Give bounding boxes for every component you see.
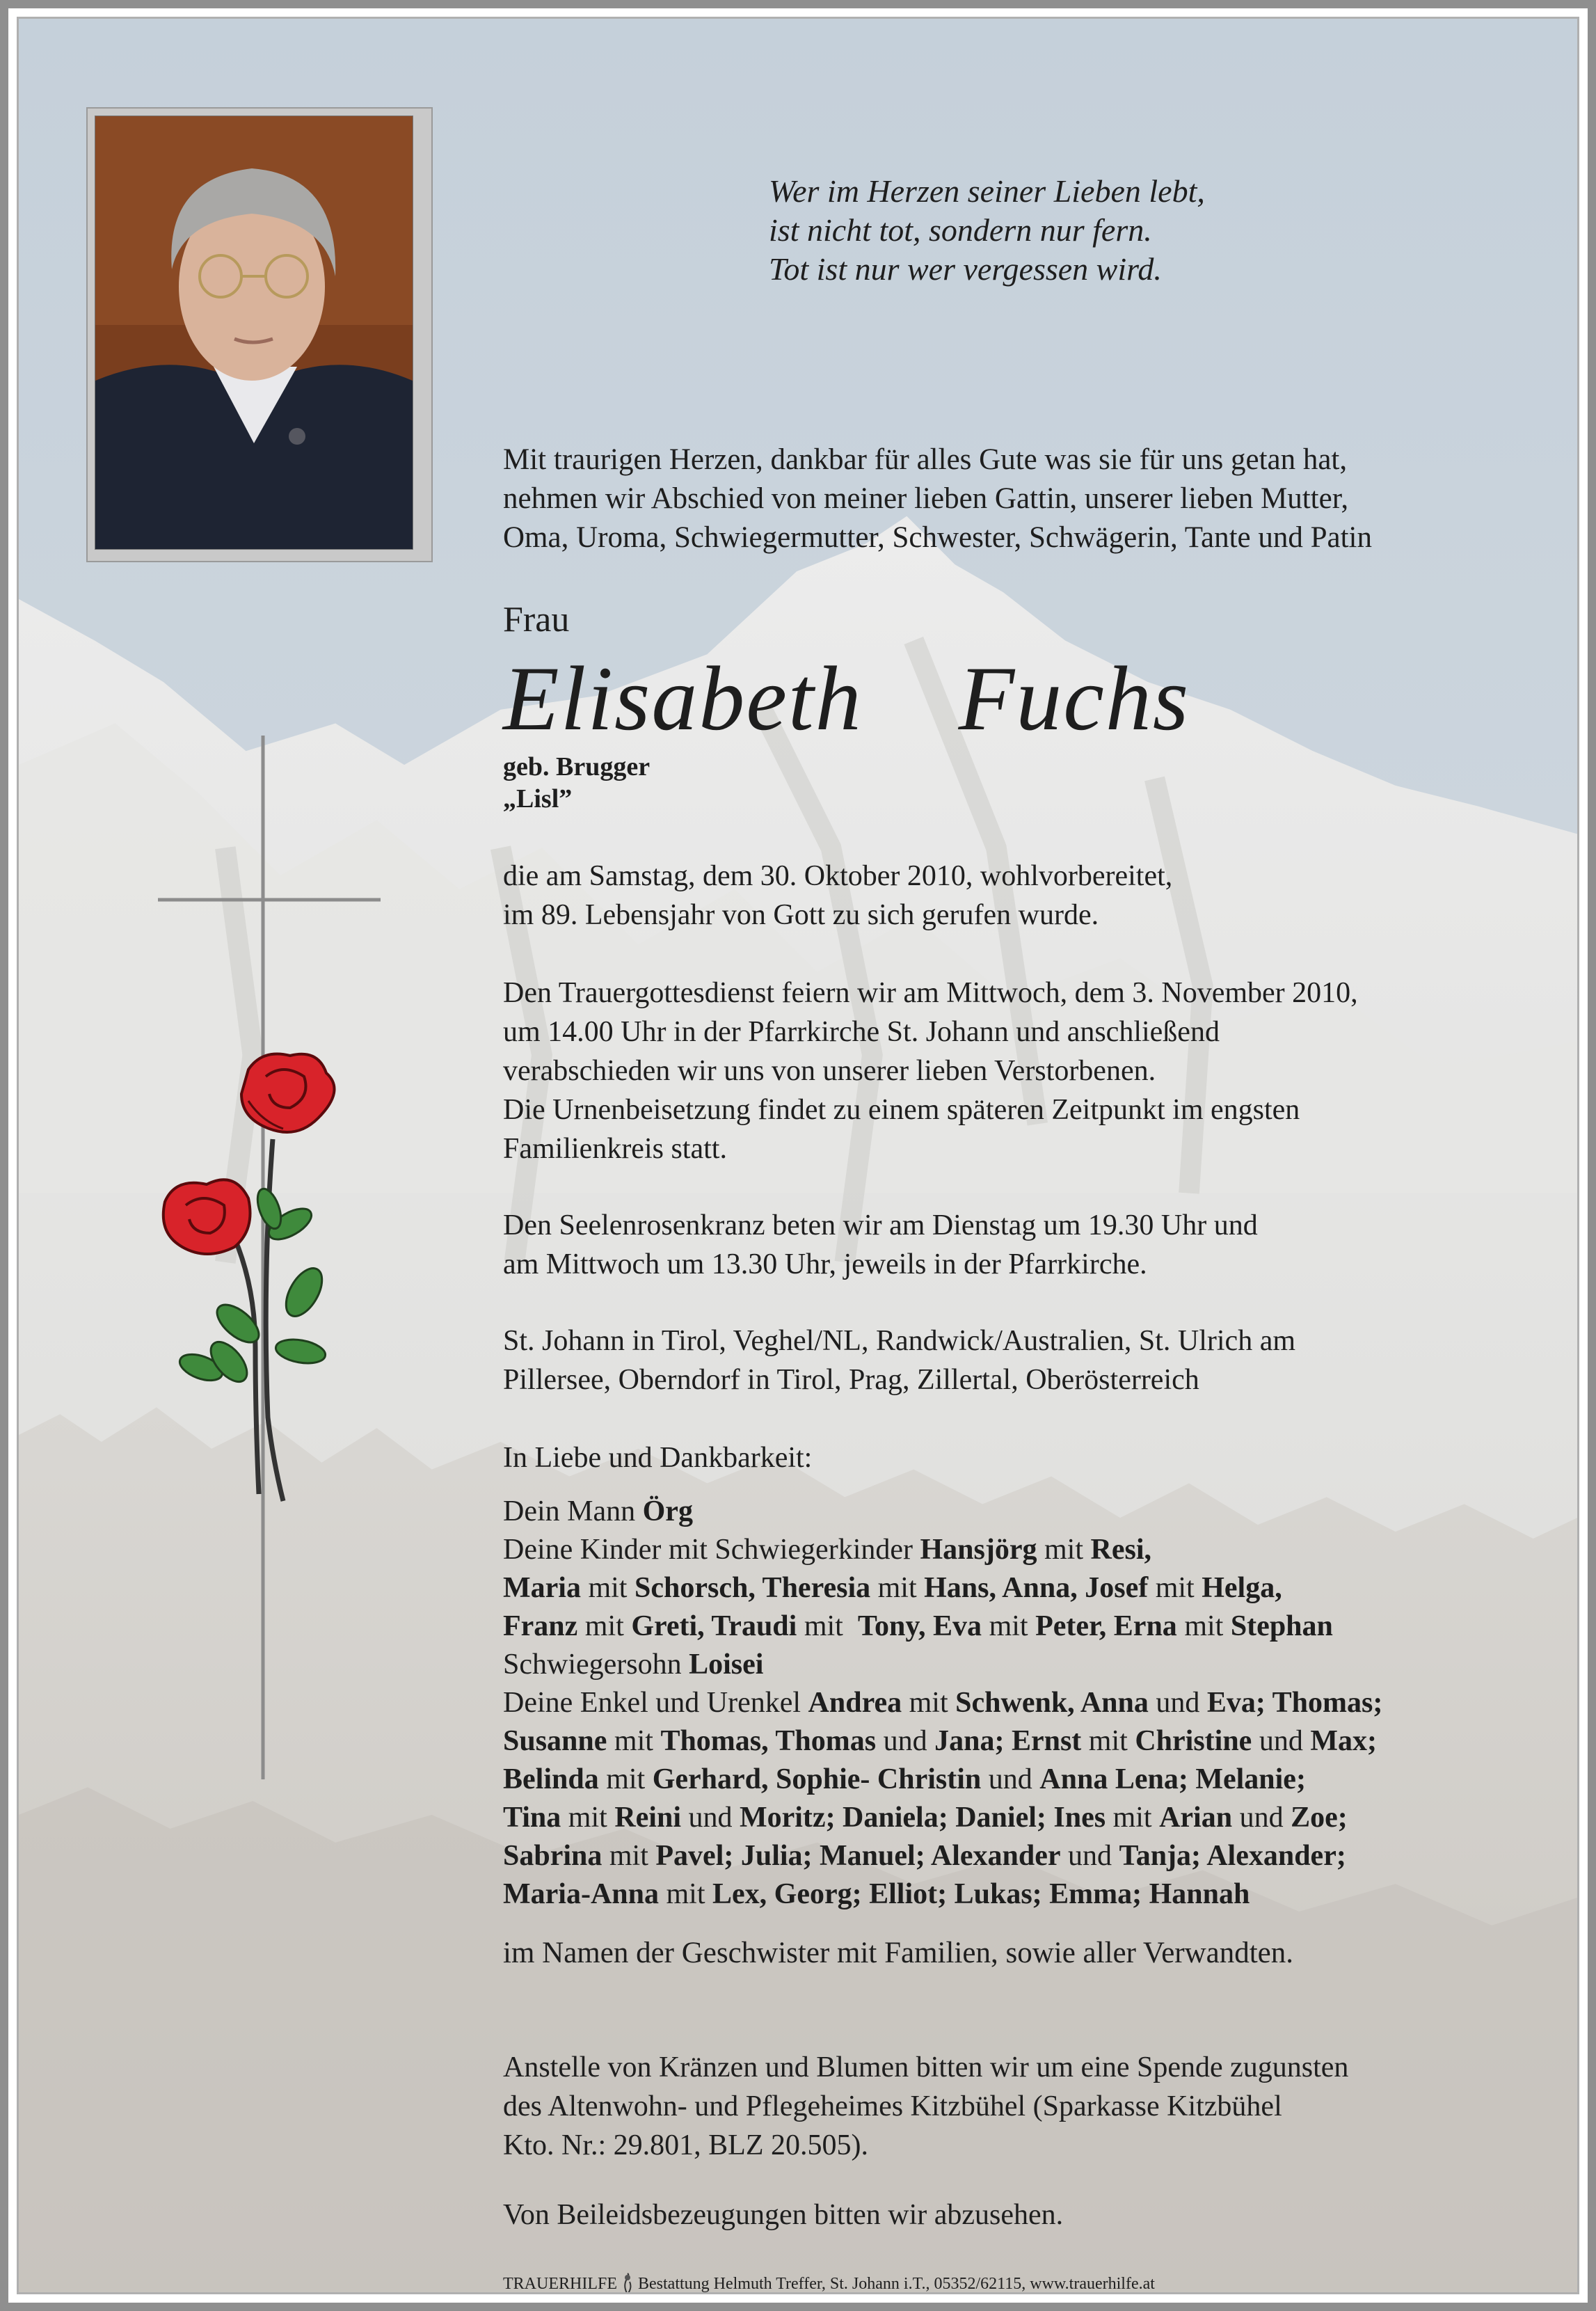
places-list	[503, 1321, 1295, 1399]
motto-line: Wer im Herzen seiner Lieben lebt,	[769, 173, 1205, 209]
motto-line: Tot ist nur wer vergessen wird.	[769, 251, 1162, 287]
footer	[503, 2272, 1155, 2294]
family-connector: und	[1148, 1687, 1207, 1719]
family-member-name: Pavel; Julia; Manuel; Alexander	[655, 1840, 1061, 1872]
rosary-line: Den Seelenrosenkranz beten wir am Dienstag um 19.30 Uhr und	[503, 1209, 1258, 1241]
family-connector: mit	[1081, 1725, 1135, 1757]
nickname: „Lisl”	[503, 784, 573, 813]
family-connector: mit	[602, 1840, 656, 1872]
family-member-name: Hansjörg	[920, 1534, 1037, 1566]
trauerhilfe-logo-icon	[620, 2272, 635, 2294]
family-line	[503, 1646, 1382, 1684]
family-member-name: Tanja; Alexander;	[1119, 1840, 1346, 1872]
funeral-line: um 14.00 Uhr in der Pfarrkirche St. Johann und anschließend	[503, 1016, 1220, 1048]
birth-name-block	[503, 751, 650, 815]
red-rose-icon	[241, 1054, 335, 1133]
family-connector: Dein Mann	[503, 1495, 643, 1527]
family-connector: mit	[1037, 1534, 1091, 1566]
family-member-name: Loisei	[689, 1649, 764, 1681]
family-connector: mit	[1106, 1802, 1160, 1834]
family-line	[503, 1799, 1382, 1837]
family-member-name: Anna Lena; Melanie;	[1039, 1763, 1306, 1795]
family-connector: mit	[1176, 1610, 1231, 1642]
family-member-name: Max;	[1310, 1725, 1377, 1757]
donation-request	[503, 2048, 1348, 2165]
family-connector: mit	[598, 1763, 653, 1795]
donation-line: Anstelle von Kränzen und Blumen bitten wir um eine Spende zugunsten	[503, 2051, 1349, 2083]
family-member-name: Sabrina	[503, 1840, 603, 1872]
family-member-name: Greti, Traudi	[631, 1610, 797, 1642]
family-member-name: Christine	[1135, 1725, 1252, 1757]
family-line	[503, 1875, 1382, 1914]
family-connector: mit	[1148, 1572, 1202, 1604]
intro-line: nehmen wir Abschied von meiner lieben Gattin, unserer lieben Mutter,	[503, 482, 1349, 515]
footer-brand: TRAUERHILFE	[503, 2274, 617, 2293]
family-member-name: Gerhard, Sophie- Christin	[652, 1763, 982, 1795]
red-rose-icon	[163, 1180, 250, 1254]
death-notice	[503, 857, 1172, 935]
death-line: die am Samstag, dem 30. Oktober 2010, wohlvorbereitet,	[503, 860, 1173, 892]
funeral-line: Die Urnenbeisetzung findet zu einem späteren Zeitpunkt im engsten	[503, 1094, 1300, 1126]
family-connector: mit	[577, 1610, 632, 1642]
intro-text	[503, 440, 1372, 557]
funeral-line: Den Trauergottesdienst feiern wir am Mittwoch, dem 3. November 2010,	[503, 977, 1358, 1009]
family-connector: Schwiegersohn	[503, 1649, 689, 1681]
family-member-name: Andrea	[808, 1687, 902, 1719]
intro-line: Mit traurigen Herzen, dankbar für alles Gute was sie für uns getan hat,	[503, 443, 1348, 476]
family-connector: mit	[870, 1572, 925, 1604]
birth-name: geb. Brugger	[503, 752, 651, 781]
funeral-line: verabschieden wir uns von unserer lieben Verstorbenen.	[503, 1055, 1156, 1087]
family-connector: und	[680, 1802, 740, 1834]
family-member-name: Örg	[642, 1495, 693, 1527]
inner-border	[17, 17, 1579, 2294]
rosary-line: am Mittwoch um 13.30 Uhr, jeweils in der Pfarrkirche.	[503, 1248, 1147, 1280]
family-connector: mit	[607, 1725, 661, 1757]
family-line	[503, 1684, 1382, 1722]
family-member-name: Hans, Anna, Josef	[924, 1572, 1149, 1604]
salutation: Frau	[503, 600, 570, 640]
donation-line: Kto. Nr.: 29.801, BLZ 20.505).	[503, 2129, 868, 2161]
donation-line: des Altenwohn- und Pflegeheimes Kitzbühel (Sparkasse Kitzbühel	[503, 2090, 1282, 2122]
family-line	[503, 1493, 1382, 1531]
family-member-name: Helga,	[1202, 1572, 1282, 1604]
motto-verse	[769, 172, 1205, 289]
family-member-name: Reini	[614, 1802, 681, 1834]
family-connector: Deine Kinder mit Schwiegerkinder	[503, 1534, 920, 1566]
funeral-details	[503, 974, 1358, 1168]
family-member-name: Maria-Anna	[503, 1878, 659, 1910]
family-member-name: Schorsch, Theresia	[634, 1572, 871, 1604]
family-member-name: Schwenk, Anna	[955, 1687, 1149, 1719]
family-connector: mit	[659, 1878, 713, 1910]
family-member-name: Franz	[503, 1610, 578, 1642]
family-member-name: Moritz; Daniela; Daniel; Ines	[739, 1802, 1106, 1834]
family-line	[503, 1722, 1382, 1761]
places-line: Pillersee, Oberndorf in Tirol, Prag, Zillertal, Oberösterreich	[503, 1364, 1199, 1396]
family-member-name: Jana; Ernst	[934, 1725, 1082, 1757]
places-line: St. Johann in Tirol, Veghel/NL, Randwick/Australien, St. Ulrich am	[503, 1325, 1296, 1357]
family-member-name: Resi,	[1090, 1534, 1151, 1566]
family-line	[503, 1607, 1382, 1646]
family-member-name: Zoe;	[1291, 1802, 1348, 1834]
family-member-name: Thomas, Thomas	[660, 1725, 877, 1757]
family-connector: und	[1232, 1802, 1291, 1834]
family-member-name: Arian	[1159, 1802, 1233, 1834]
family-member-name: Peter, Erna	[1035, 1610, 1177, 1642]
family-list	[503, 1493, 1382, 1914]
love-heading: In Liebe und Dankbarkeit:	[503, 1442, 813, 1474]
family-member-name: Eva; Thomas;	[1206, 1687, 1383, 1719]
footer-text: Bestattung Helmuth Treffer, St. Johann i.T., 05352/62115, www.trauerhilfe.at	[638, 2274, 1155, 2293]
funeral-line: Familienkreis statt.	[503, 1133, 727, 1165]
cross-with-roses	[144, 722, 408, 1786]
family-connector: und	[876, 1725, 935, 1757]
family-member-name: Maria	[503, 1572, 581, 1604]
family-line	[503, 1569, 1382, 1607]
family-line	[503, 1531, 1382, 1569]
family-connector: mit	[580, 1572, 635, 1604]
family-line	[503, 1761, 1382, 1799]
family-member-name: Stephan	[1230, 1610, 1333, 1642]
family-connector: und	[1060, 1840, 1119, 1872]
family-connector: mit	[561, 1802, 615, 1834]
family-member-name: Tina	[503, 1802, 561, 1834]
family-connector: und	[1252, 1725, 1311, 1757]
rosary-details	[503, 1206, 1258, 1284]
siblings-line: im Namen der Geschwister mit Familien, sowie aller Verwandten.	[503, 1937, 1294, 1969]
family-line	[503, 1837, 1382, 1875]
family-member-name: Lex, Georg; Elliot; Lukas; Emma; Hannah	[712, 1878, 1250, 1910]
family-connector: Deine Enkel und Urenkel	[503, 1687, 808, 1719]
intro-line: Oma, Uroma, Schwiegermutter, Schwester, Schwägerin, Tante und Patin	[503, 521, 1372, 554]
family-connector: mit	[982, 1610, 1036, 1642]
motto-line: ist nicht tot, sondern nur fern.	[769, 212, 1152, 248]
death-line: im 89. Lebensjahr von Gott zu sich gerufen wurde.	[503, 899, 1099, 931]
family-connector: mit	[902, 1687, 956, 1719]
family-member-name: Belinda	[503, 1763, 599, 1795]
deceased-name: Elisabeth Fuchs	[503, 647, 1190, 749]
condolence-note: Von Beileidsbezeugungen bitten wir abzusehen.	[503, 2199, 1064, 2231]
portrait-frame	[86, 107, 433, 562]
family-connector: mit	[797, 1610, 858, 1642]
portrait-photo	[95, 116, 413, 550]
family-member-name: Tony, Eva	[857, 1610, 982, 1642]
family-connector: und	[981, 1763, 1040, 1795]
family-member-name: Susanne	[503, 1725, 607, 1757]
